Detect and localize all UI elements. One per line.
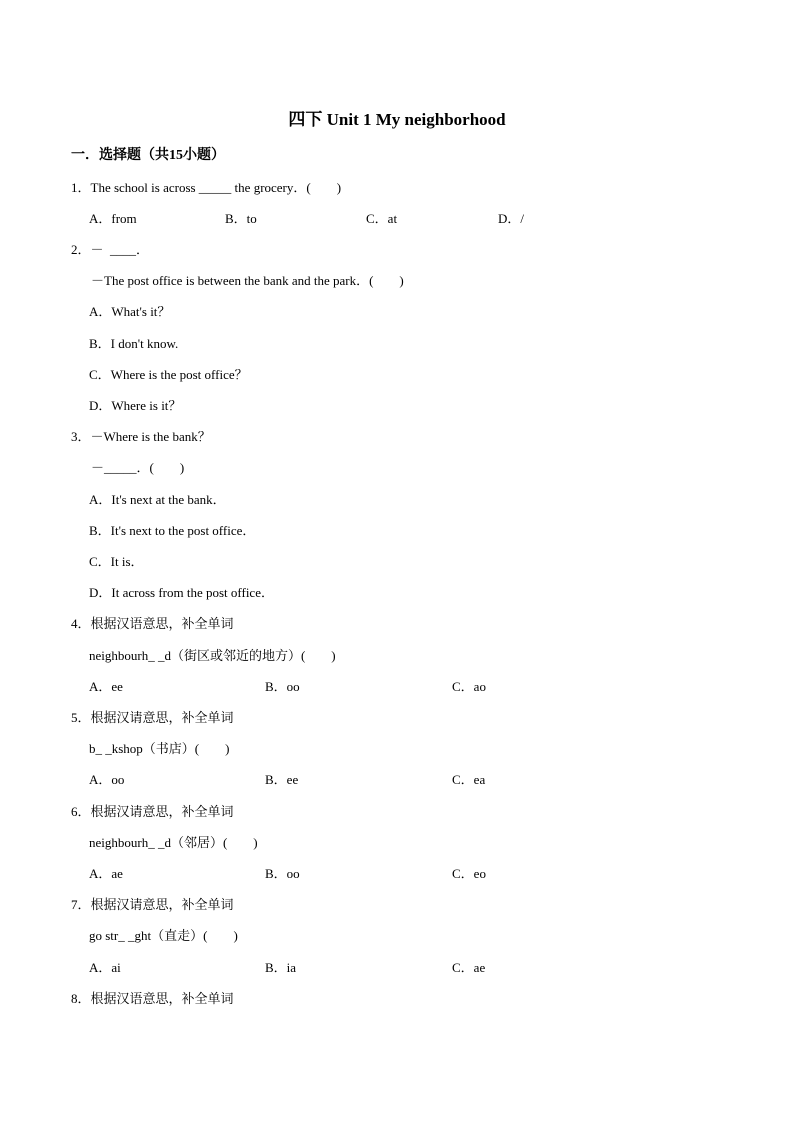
question-1-option-c[interactable]: C．at <box>366 211 398 226</box>
question-6-option-a[interactable]: A．ae <box>89 866 123 881</box>
question-6-option-b[interactable]: B．oo <box>265 866 300 881</box>
question-2-option-d[interactable]: D．Where is it？ <box>89 398 182 413</box>
question-4-word: neighbourh_ _d（街区或邻近的地方）( ) <box>89 648 336 663</box>
question-4-option-b[interactable]: B．oo <box>265 679 300 694</box>
question-1-stem: 1．The school is across _____ the grocery．( ) <box>71 180 342 195</box>
question-8-stem: 8．根据汉语意思，补全单词 <box>71 991 234 1006</box>
question-6-stem: 6．根据汉请意思，补全单词 <box>71 804 234 819</box>
question-1-option-a[interactable]: A．from <box>89 211 137 226</box>
page-title: 四下 Unit 1 My neighborhood <box>288 110 506 129</box>
question-4-option-a[interactable]: A．ee <box>89 679 123 694</box>
question-3-option-d[interactable]: D．It across from the post office． <box>89 585 274 600</box>
question-4-option-c[interactable]: C．ao <box>452 679 486 694</box>
question-5-option-c[interactable]: C．ea <box>452 772 486 787</box>
question-7-option-c[interactable]: C．ae <box>452 960 486 975</box>
question-5-option-a[interactable]: A．oo <box>89 772 125 787</box>
question-6-option-c[interactable]: C．eo <box>452 866 486 881</box>
question-5-option-b[interactable]: B．ee <box>265 772 299 787</box>
question-2-option-c[interactable]: C．Where is the post office？ <box>89 367 248 382</box>
question-2-option-a[interactable]: A．What's it？ <box>89 304 171 319</box>
question-3-line-2: －_____．( ) <box>91 460 185 475</box>
question-5-stem: 5．根据汉请意思，补全单词 <box>71 710 234 725</box>
question-6-word: neighbourh_ _d（邻居）( ) <box>89 835 258 850</box>
question-2-line-2: －The post office is between the bank and the park．( ) <box>91 273 404 288</box>
question-2-option-b[interactable]: B．I don't know. <box>89 336 179 351</box>
question-5-word: b_ _kshop（书店）( ) <box>89 741 230 756</box>
question-7-stem: 7．根据汉请意思，补全单词 <box>71 897 234 912</box>
question-3-option-c[interactable]: C．It is． <box>89 554 144 569</box>
question-3-option-b[interactable]: B．It's next to the post office． <box>89 523 256 538</box>
question-2-stem: 2．－ ____． <box>71 242 150 257</box>
question-7-word: go str_ _ght（直走）( ) <box>89 928 238 943</box>
question-3-option-a[interactable]: A．It's next at the bank． <box>89 492 226 507</box>
question-7-option-a[interactable]: A．ai <box>89 960 121 975</box>
section-heading: 一．选择题（共15小题） <box>71 148 225 163</box>
question-1-option-b[interactable]: B．to <box>225 211 257 226</box>
question-7-option-b[interactable]: B．ia <box>265 960 297 975</box>
question-3-stem: 3．－Where is the bank？ <box>71 429 211 444</box>
question-4-stem: 4．根据汉语意思，补全单词 <box>71 616 234 631</box>
question-1-option-d[interactable]: D．/ <box>498 211 525 226</box>
